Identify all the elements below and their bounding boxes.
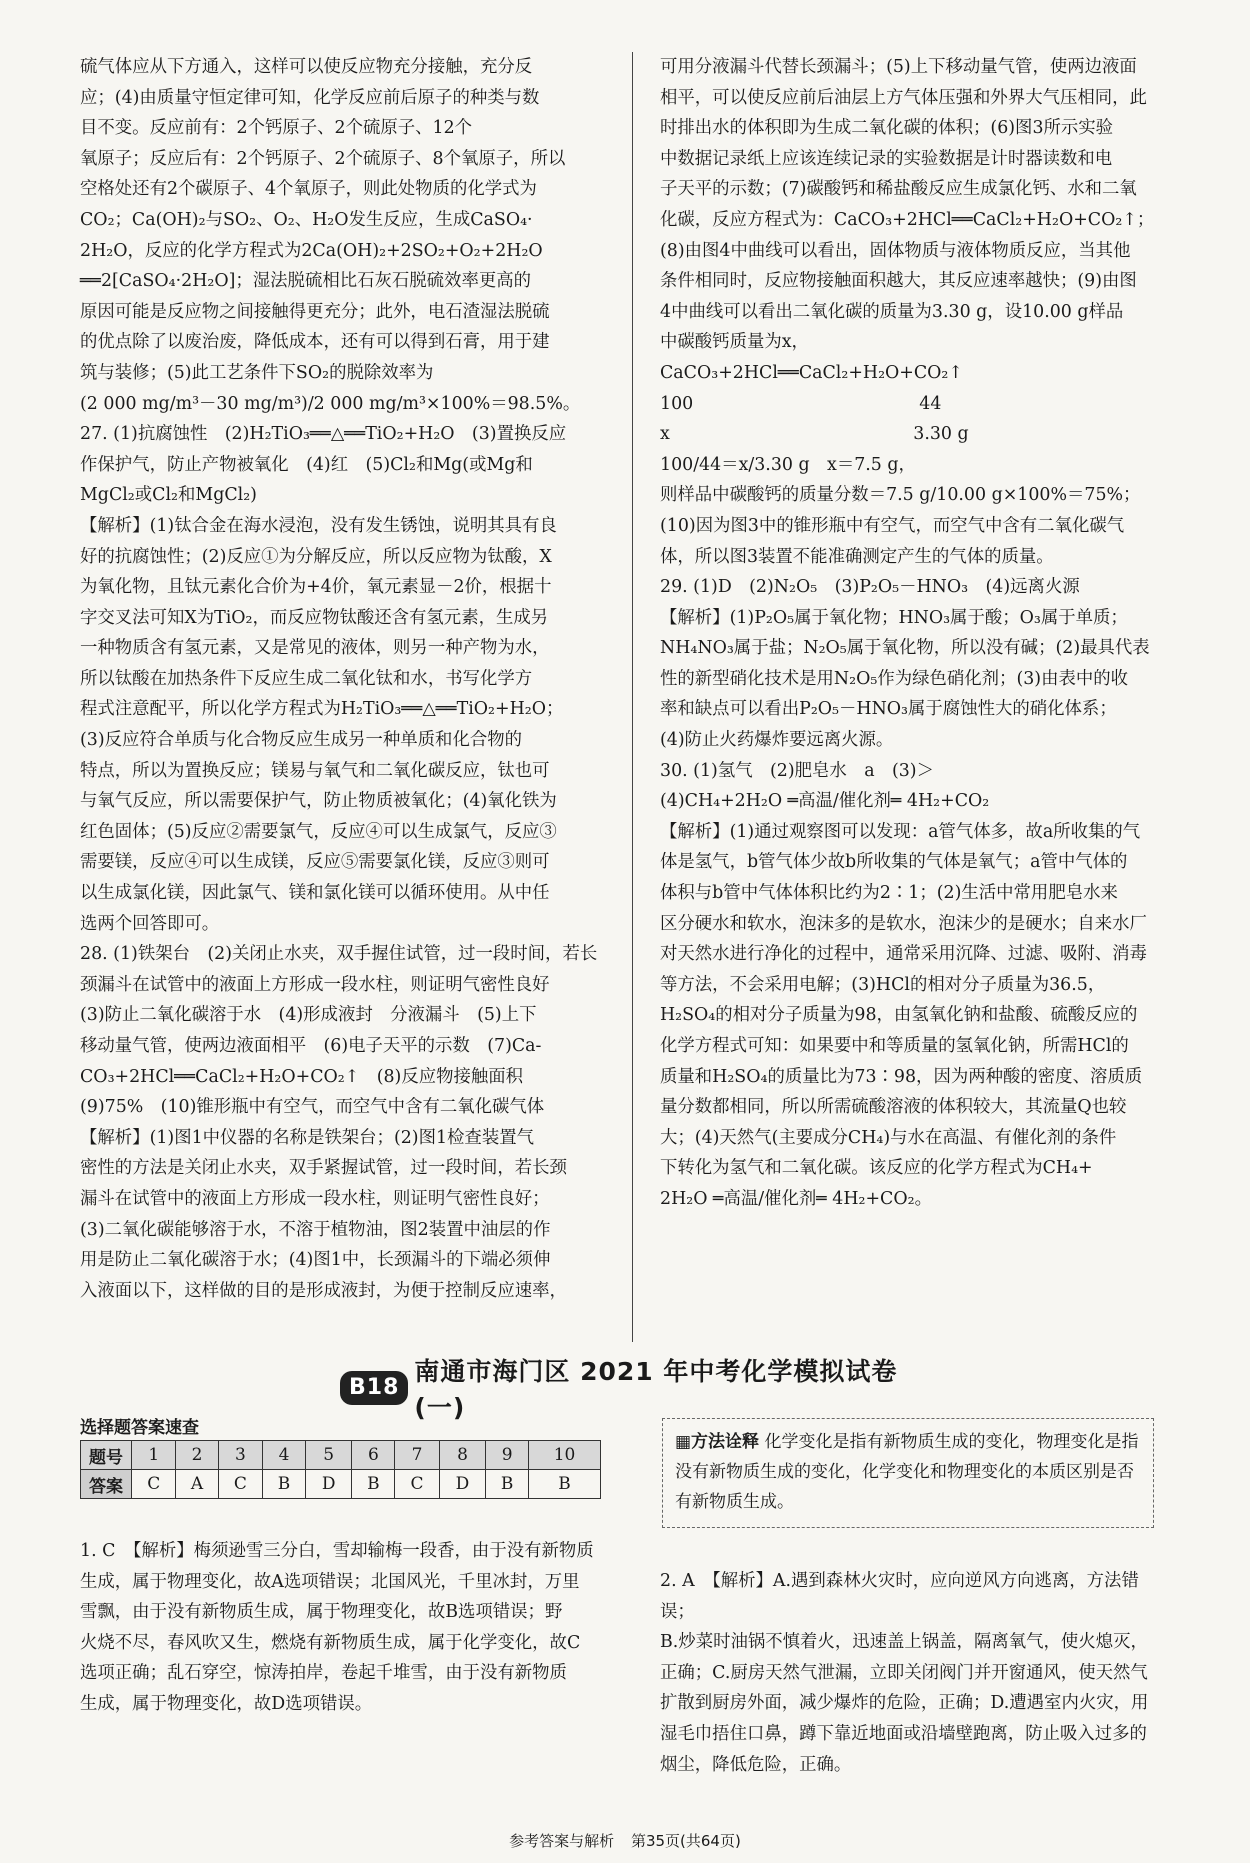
- answer-cell: C: [218, 1470, 262, 1499]
- right_col-line: (4)防止火药爆炸要远离火源。: [660, 730, 894, 751]
- q2-line: 2. A 【解析】A.遇到森林火灾时，应向逆风方向逃离，方法错误；: [660, 1571, 1139, 1622]
- left_col-line: 字交叉法可知X为TiO₂，而反应物钛酸还含有氢元素，生成另: [80, 607, 549, 628]
- left_col-line: 选两个回答即可。: [80, 913, 220, 934]
- left_col-line: 目不变。反应前有：2个钙原子、2个硫原子、12个: [80, 118, 473, 139]
- left_col-line: (9)75% (10)锥形瓶中有空气，而空气中含有二氧化碳气体: [80, 1097, 545, 1118]
- left_col-line: 硫气体应从下方通入，这样可以使反应物充分接触，充分反: [80, 57, 533, 77]
- right_col-line: 中碳酸钙质量为x，: [660, 332, 809, 353]
- right_col-line: 中数据记录纸上应该连续记录的实验数据是计时器读数和电: [660, 148, 1113, 169]
- left_col-line: 密性的方法是关闭止水夹，双手紧握试管，过一段时间，若长颈: [80, 1158, 567, 1179]
- footer-title: 参考答案与解析: [509, 1832, 615, 1850]
- answer-table: [80, 1440, 601, 1499]
- answer-cell: B: [529, 1470, 601, 1499]
- left_col-line: 【解析】(1)图1中仪器的名称是铁架台；(2)图1检查装置气: [80, 1127, 534, 1148]
- question-number-cell: 10: [529, 1441, 601, 1470]
- q1-line: 生成，属于物理变化，故D选项错误。: [80, 1693, 373, 1714]
- method-explanation-box: [662, 1418, 1154, 1528]
- answer-cell: B: [263, 1470, 306, 1499]
- left_col-line: MgCl₂或Cl₂和MgCl₂): [80, 485, 257, 506]
- answer-cell: A: [176, 1470, 218, 1499]
- right_col-line: 则样品中碳酸钙的质量分数＝7.5 g/10.00 g×100%＝75%；: [660, 485, 1141, 506]
- answer-table-answer-row: [81, 1470, 601, 1499]
- method-text: 化学变化是指有新物质生成的变化，物理变化是指没有新物质生成的变化，化学变化和物理变化的本质区别是否有新物质生成。: [675, 1432, 1139, 1512]
- question-number-cell: 3: [218, 1441, 262, 1470]
- right_col-line: 化碳，反应方程式为：CaCO₃+2HCl══CaCl₂+H₂O+CO₂↑；: [660, 209, 1155, 230]
- right_col-line: 时排出水的体积即为生成二氧化碳的体积；(6)图3所示实验: [660, 118, 1114, 139]
- right_col-line: 大；(4)天然气(主要成分CH₄)与水在高温、有催化剂的条件: [660, 1127, 1117, 1148]
- answer-table-heading: 选择题答案速查: [80, 1418, 199, 1438]
- method-label: ▦方法诠释: [675, 1432, 760, 1452]
- question-number-cell: 8: [439, 1441, 485, 1470]
- right-column: [660, 52, 1170, 1215]
- answer-cell: D: [439, 1470, 485, 1499]
- answer-cell: B: [352, 1470, 395, 1499]
- question-number-cell: 9: [486, 1441, 529, 1470]
- right_col-line: 100 44: [660, 393, 942, 414]
- left_col-line: 为氧化物，且钛元素化合价为+4价，氧元素显－2价，根据十: [80, 577, 552, 598]
- answer-cell: D: [305, 1470, 351, 1499]
- footer-page: 第35页(共64页): [630, 1832, 741, 1850]
- question-number-cell: 5: [305, 1441, 351, 1470]
- right_col-line: 条件相同时，反应物接触面积越大，其反应速率越快；(9)由图: [660, 271, 1137, 292]
- left_col-line: 漏斗在试管中的液面上方形成一段水柱，则证明气密性良好；: [80, 1188, 550, 1209]
- left_col-line: 特点，所以为置换反应；镁易与氧气和二氧化碳反应，钛也可: [80, 760, 550, 781]
- right_col-line: 【解析】(1)P₂O₅属于氧化物；HNO₃属于酸；O₃属于单质；: [660, 607, 1128, 628]
- q1-line: 选项正确；乱石穿空，惊涛拍岸，卷起千堆雪，由于没有新物质: [80, 1663, 567, 1684]
- q2-line: 正确；C.厨房天然气泄漏，立即关闭阀门并开窗通风，使天然气: [660, 1662, 1148, 1683]
- right_col-line: 体积与b管中气体体积比约为2∶1；(2)生活中常用肥皂水来: [660, 883, 1118, 904]
- left_col-line: 筑与装修；(5)此工艺条件下SO₂的脱除效率为: [80, 362, 434, 383]
- right_col-line: 可用分液漏斗代替长颈漏斗；(5)上下移动量气管，使两边液面: [660, 57, 1137, 77]
- section-title: [340, 1357, 940, 1422]
- right_col-line: 体是氢气，b管气体少故b所收集的气体是氧气；a管中气体的: [660, 852, 1128, 873]
- answer-cell: B: [486, 1470, 529, 1499]
- left_col-line: 应；(4)由质量守恒定律可知，化学反应前后原子的种类与数: [80, 87, 540, 108]
- right_col-line: 量分数都相同，所以所需硫酸溶液的体积较大，其流量Q也较: [660, 1097, 1127, 1118]
- left_col-line: CO₃+2HCl══CaCl₂+H₂O+CO₂↑ (8)反应物接触面积: [80, 1066, 524, 1087]
- left_col-line: 28. (1)铁架台 (2)关闭止水夹，双手握住试管，过一段时间，若长: [80, 944, 598, 965]
- left_col-line: (2 000 mg/m³－30 mg/m³)/2 000 mg/m³×100%＝98.5%。: [80, 393, 581, 414]
- right_col-line: 2H₂O ═高温/催化剂═ 4H₂+CO₂。: [660, 1188, 932, 1209]
- q1-line: 1. C 【解析】梅须逊雪三分白，雪却输梅一段香，由于没有新物质: [80, 1541, 594, 1561]
- question-number-cell: 6: [352, 1441, 395, 1470]
- question-number-cell: 2: [176, 1441, 218, 1470]
- right_col-line: (8)由图4中曲线可以看出，固体物质与液体物质反应，当其他: [660, 240, 1131, 261]
- right_col-line: 【解析】(1)通过观察图可以发现：a管气体多，故a所收集的气: [660, 821, 1141, 842]
- right_col-line: 等方法，不会采用电解；(3)HCl的相对分子质量为36.5，: [660, 974, 1106, 995]
- left_col-line: 空格处还有2个碳原子、4个氧原子，则此处物质的化学式为: [80, 179, 537, 200]
- q1-line: 生成，属于物理变化，故A选项错误；北国风光，千里冰封，万里: [80, 1571, 580, 1592]
- left_col-line: (3)反应符合单质与化合物反应生成另一种单质和化合物的: [80, 730, 523, 751]
- question-1-explanation: [80, 1536, 620, 1720]
- left_col-line: CO₂；Ca(OH)₂与SO₂、O₂、H₂O发生反应，生成CaSO₄·: [80, 209, 533, 230]
- right_col-line: x 3.30 g: [660, 424, 969, 445]
- number-row-label: 题号: [81, 1441, 132, 1470]
- left_col-line: 程式注意配平，所以化学方程式为H₂TiO₃══△══TiO₂+H₂O；: [80, 699, 564, 720]
- left_col-line: 一种物质含有氢元素，又是常见的液体，则另一种产物为水，: [80, 638, 550, 659]
- q1-line: 雪飘，由于没有新物质生成，属于物理变化，故B选项错误；野: [80, 1602, 563, 1623]
- right_col-line: 率和缺点可以看出P₂O₅－HNO₃属于腐蚀性大的硝化体系；: [660, 699, 1117, 720]
- right_col-line: 相平，可以使反应前后油层上方气体压强和外界大气压相同，此: [660, 87, 1147, 108]
- right_col-line: 下转化为氢气和二氧化碳。该反应的化学方程式为CH₄+: [660, 1158, 1093, 1179]
- answer-table-number-row: [81, 1441, 601, 1470]
- right_col-line: H₂SO₄的相对分子质量为98，由氢氧化钠和盐酸、硫酸反应的: [660, 1005, 1138, 1026]
- left_col-line: (3)防止二氧化碳溶于水 (4)形成液封 分液漏斗 (5)上下: [80, 1005, 537, 1026]
- right_col-line: 30. (1)氢气 (2)肥皂水 a (3)＞: [660, 760, 934, 781]
- section-title-text: 南通市海门区 2021 年中考化学模拟试卷(一): [414, 1357, 898, 1422]
- left_col-line: 入液面以下，这样做的目的是形成液封，为便于控制反应速率，: [80, 1280, 567, 1301]
- left-column: [80, 52, 600, 1306]
- right_col-line: 对天然水进行净化的过程中，通常采用沉降、过滤、吸附、消毒: [660, 944, 1147, 965]
- right_col-line: 性的新型硝化技术是用N₂O₅作为绿色硝化剂；(3)由表中的收: [660, 668, 1129, 689]
- right_col-line: 质量和H₂SO₄的质量比为73∶98，因为两种酸的密度、溶质质: [660, 1066, 1143, 1087]
- q1-line: 火烧不尽，春风吹又生，燃烧有新物质生成，属于化学变化，故C: [80, 1632, 581, 1653]
- left_col-line: 原因可能是反应物之间接触得更充分；此外，电石渣湿法脱硫: [80, 301, 550, 322]
- answer-cell: C: [395, 1470, 439, 1499]
- q2-line: B.炒菜时油锅不慎着火，迅速盖上锅盖，隔离氧气，使火熄灭，: [660, 1632, 1148, 1653]
- column-divider: [632, 52, 633, 1342]
- left_col-line: 27. (1)抗腐蚀性 (2)H₂TiO₃══△══TiO₂+H₂O (3)置换反应: [80, 424, 567, 445]
- left_col-line: 【解析】(1)钛合金在海水浸泡，没有发生锈蚀，说明其具有良: [80, 515, 557, 536]
- section-badge: B18: [340, 1371, 408, 1405]
- left_col-line: 红色固体；(5)反应②需要氯气，反应④可以生成氯气，反应③: [80, 821, 557, 842]
- left_col-line: 作保护气，防止产物被氧化 (4)红 (5)Cl₂和Mg(或Mg和: [80, 454, 533, 475]
- page-footer: [0, 1830, 1250, 1851]
- left_col-line: ══2[CaSO₄·2H₂O]；湿法脱硫相比石灰石脱硫效率更高的: [80, 271, 532, 292]
- question-number-cell: 7: [395, 1441, 439, 1470]
- right_col-line: NH₄NO₃属于盐；N₂O₅属于氧化物，所以没有碱；(2)最具代表: [660, 638, 1150, 659]
- left_col-line: 所以钛酸在加热条件下反应生成二氧化钛和水，书写化学方: [80, 668, 533, 689]
- right_col-line: (10)因为图3中的锥形瓶中有空气，而空气中含有二氧化碳气: [660, 515, 1125, 536]
- left_col-line: 氧原子；反应后有：2个钙原子、2个硫原子、8个氧原子，所以: [80, 148, 566, 169]
- left_col-line: 用是防止二氧化碳溶于水；(4)图1中，长颈漏斗的下端必须伸: [80, 1250, 551, 1271]
- q2-line: 湿毛巾捂住口鼻，蹲下靠近地面或沿墙壁跑离，防止吸入过多的: [660, 1723, 1147, 1744]
- left_col-line: 的优点除了以废治废，降低成本，还有可以得到石膏，用于建: [80, 332, 550, 353]
- right_col-line: (4)CH₄+2H₂O ═高温/催化剂═ 4H₂+CO₂: [660, 791, 990, 812]
- left_col-line: 移动量气管，使两边液面相平 (6)电子天平的示数 (7)Ca-: [80, 1036, 542, 1056]
- right_col-line: 100/44＝x/3.30 g x＝7.5 g，: [660, 454, 916, 475]
- q2-line: 烟尘，降低危险，正确。: [660, 1754, 852, 1775]
- left_col-line: 好的抗腐蚀性；(2)反应①为分解反应，所以反应物为钛酸，X: [80, 546, 552, 567]
- right_col-line: CaCO₃+2HCl══CaCl₂+H₂O+CO₂↑: [660, 362, 963, 383]
- right_col-line: 4中曲线可以看出二氧化碳的质量为3.30 g，设10.00 g样品: [660, 301, 1124, 322]
- right_col-line: 29. (1)D (2)N₂O₅ (3)P₂O₅－HNO₃ (4)远离火源: [660, 577, 1080, 598]
- left_col-line: 颈漏斗在试管中的液面上方形成一段水柱，则证明气密性良好: [80, 974, 550, 995]
- question-number-cell: 1: [132, 1441, 176, 1470]
- left_col-line: (3)二氧化碳能够溶于水，不溶于植物油，图2装置中油层的作: [80, 1219, 551, 1240]
- q2-line: 扩散到厨房外面，减少爆炸的危险，正确；D.遭遇室内火灾，用: [660, 1693, 1149, 1714]
- left_col-line: 需要镁，反应④可以生成镁，反应⑤需要氯化镁，反应③则可: [80, 852, 550, 873]
- question-2-explanation: [660, 1566, 1170, 1780]
- answer-row-label: 答案: [81, 1470, 132, 1499]
- left_col-line: 以生成氯化镁，因此氯气、镁和氯化镁可以循环使用。从中任: [80, 883, 550, 904]
- right_col-line: 体，所以图3装置不能准确测定产生的气体的质量。: [660, 546, 1054, 567]
- question-number-cell: 4: [263, 1441, 306, 1470]
- right_col-line: 化学方程式可知：如果要中和等质量的氢氧化钠，所需HCl的: [660, 1036, 1129, 1056]
- left_col-line: 与氧气反应，所以需要保护气，防止物质被氧化；(4)氧化铁为: [80, 791, 557, 812]
- right_col-line: 区分硬水和软水，泡沫多的是软水，泡沫少的是硬水；自来水厂: [660, 913, 1147, 934]
- answer-cell: C: [132, 1470, 176, 1499]
- right_col-line: 子天平的示数；(7)碳酸钙和稀盐酸反应生成氯化钙、水和二氧: [660, 179, 1137, 200]
- left_col-line: 2H₂O，反应的化学方程式为2Ca(OH)₂+2SO₂+O₂+2H₂O: [80, 240, 543, 261]
